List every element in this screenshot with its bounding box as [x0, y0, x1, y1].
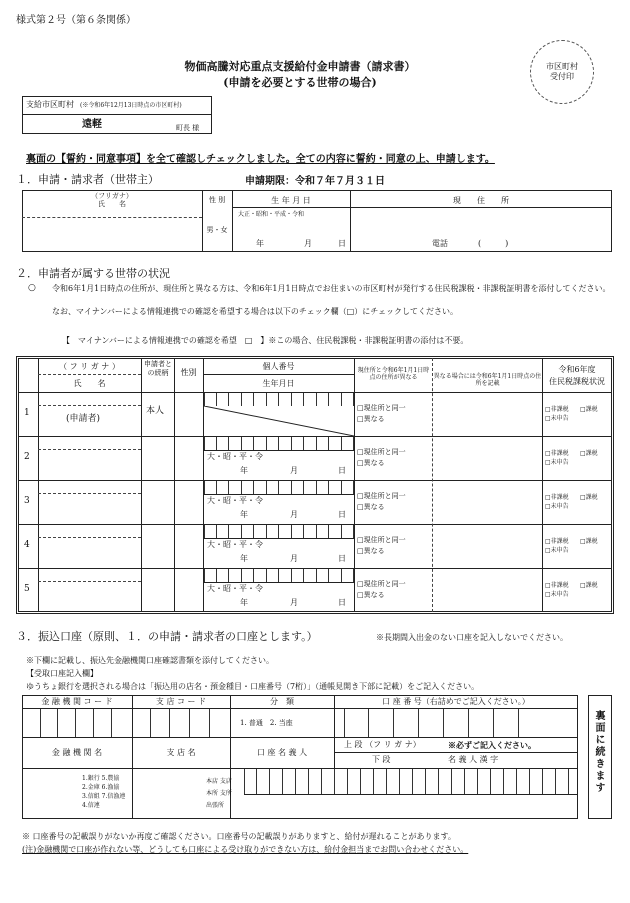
undeclared-checkbox[interactable]: □未申告: [545, 503, 569, 510]
same-address-checkbox[interactable]: □現住所と同一: [357, 404, 406, 412]
mynumber-cells[interactable]: [204, 437, 354, 450]
birth-day: 日: [338, 466, 346, 475]
footer-note2: (注)金融機関で口座が作れない等、どうしても口座による受け取りができない方は、給付金担当までお問い合わせください。: [22, 845, 469, 854]
reception-stamp: [530, 40, 594, 104]
same-address-checkbox[interactable]: □現住所と同一: [357, 492, 406, 500]
row-number: 4: [24, 540, 30, 550]
bank-name-label: 金 融 機 関 名: [51, 748, 103, 757]
phone-label: 電話: [432, 239, 448, 248]
category-label: 分 類: [270, 697, 294, 706]
nontax-checkbox[interactable]: □非課税: [545, 450, 569, 457]
row-number: 1: [24, 408, 30, 418]
birth-month: 月: [304, 239, 312, 248]
pledge-statement: 裏面の【誓約・同意事項】を全て確認しチェックしました。全ての内容に誓約・同意の上、申請します。: [26, 154, 495, 165]
row-number: 3: [24, 496, 30, 506]
nontax-checkbox[interactable]: □非課税: [545, 538, 569, 545]
branch-type-1[interactable]: 本店 支店: [206, 778, 232, 785]
different-address-checkbox[interactable]: □異なる: [357, 503, 385, 511]
same-address-checkbox[interactable]: □現住所と同一: [357, 448, 406, 456]
undeclared-checkbox[interactable]: □未申告: [545, 459, 569, 466]
birth-month: 月: [290, 510, 298, 519]
gender-options[interactable]: 男・女: [206, 226, 228, 234]
section2-note2: なお、マイナンバーによる情報連携での確認を希望する場合は以下のチェック欄（□）にチェックしてください。: [52, 307, 458, 316]
account-number-label: 口 座 番 号（右詰めでご記入ください。）: [382, 697, 530, 706]
bank-type-1[interactable]: 1.銀行 5.農協: [82, 775, 120, 782]
mynumber-cells[interactable]: [204, 481, 354, 494]
birth-day: 日: [338, 554, 346, 563]
account-holder-label: 口 座 名 義 人: [256, 748, 308, 757]
birth-year: 年: [240, 554, 248, 563]
birth-month: 月: [290, 554, 298, 563]
era-options[interactable]: 大正・昭和・平成・令和: [238, 211, 305, 218]
section3-note3: ゆうちょ銀行を選択される場合は「振込用の店名・預金種目・口座番号（7桁）」（通帳見開き下部に記載）をご記入ください。: [26, 682, 480, 691]
section3-note1: ※下欄に記載し、振込先金融機関口座確認書類を添付してください。: [26, 656, 274, 665]
different-address-checkbox[interactable]: □異なる: [357, 591, 385, 599]
upper-required-note: ※必ずご記入ください。: [448, 740, 536, 750]
mynumber-cells[interactable]: [204, 525, 354, 538]
col-tax-1: 令和6年度: [558, 365, 596, 374]
different-address-checkbox[interactable]: □異なる: [357, 459, 385, 467]
mynumber-cells[interactable]: [204, 393, 354, 406]
birth-month: 月: [290, 466, 298, 475]
deadline: 申請期限：令和７年７月３１日: [245, 176, 385, 187]
bank-code-input[interactable]: [40, 709, 112, 737]
birth-day: 日: [338, 239, 346, 248]
birth-day: 日: [338, 510, 346, 519]
account-number-input[interactable]: [344, 709, 519, 737]
bullet: ○: [28, 283, 36, 293]
undeclared-checkbox[interactable]: □未申告: [545, 591, 569, 598]
furigana-label: （フリガナ）: [91, 192, 133, 200]
col-addr-note: 異なる場合には令和6年1月1日時点の住所を記載: [433, 373, 542, 388]
different-address-checkbox[interactable]: □異なる: [357, 415, 385, 423]
holder-furigana-input[interactable]: [244, 769, 569, 794]
birth-year: 年: [240, 466, 248, 475]
stamp-line1: 市区町村: [546, 62, 578, 71]
lower-label: 下 段: [372, 755, 391, 764]
mynumber-checkbox[interactable]: 【 マイナンバーによる情報連携での確認を希望 □ 】※この場合、住民税課税・非課税証明書の添付は不要。: [62, 336, 469, 345]
different-address-checkbox[interactable]: □異なる: [357, 547, 385, 555]
same-address-checkbox[interactable]: □現住所と同一: [357, 536, 406, 544]
bank-code-label: 金 融 機 関 コ ー ド: [41, 697, 113, 706]
gender-label: 性 別: [208, 196, 226, 204]
form-subtitle: (申請を必要とする世帯の場合): [223, 76, 377, 89]
birth-month: 月: [290, 598, 298, 607]
col-name: 氏 名: [73, 379, 106, 388]
col-tax-2: 住民税課税状況: [549, 377, 605, 386]
section3-note2: 【受取口座記入欄】: [26, 669, 98, 678]
tax-checkbox[interactable]: □課税: [580, 494, 598, 501]
row-number: 5: [24, 584, 30, 594]
diagonal-slash: [204, 406, 354, 436]
section2-note1: 令和6年1月1日時点の住所が、現住所と異なる方は、令和6年1月1日時点でお住まいの市区町村が発行する住民税課税・非課税証明書を添付してください。: [52, 284, 611, 293]
branch-code-input[interactable]: [150, 709, 210, 737]
section1-heading: １．申請・請求者（世帯主）: [16, 173, 159, 186]
holder-kanji-label: 名 義 人 漢 字: [448, 755, 499, 764]
same-address-checkbox[interactable]: □現住所と同一: [357, 580, 406, 588]
undeclared-checkbox[interactable]: □未申告: [545, 547, 569, 554]
bank-type-3[interactable]: 3.信組 7.信漁連: [82, 793, 126, 800]
birth-year: 年: [256, 239, 264, 248]
nontax-checkbox[interactable]: □非課税: [545, 582, 569, 589]
col-mynumber: 個人番号: [262, 362, 295, 371]
birth-year: 年: [240, 598, 248, 607]
col-relation: 申請者との続柄: [144, 360, 172, 377]
name-label: 氏 名: [98, 200, 126, 208]
birth-day: 日: [338, 598, 346, 607]
era-options[interactable]: 大・昭・平・令: [207, 540, 263, 549]
nontax-checkbox[interactable]: □非課税: [545, 494, 569, 501]
municipality-suffix: 町長 様: [176, 124, 200, 132]
section3-heading-note: ※長期間入出金のない口座を記入しないでください。: [376, 633, 568, 642]
account-type-options[interactable]: 1. 普通 2. 当座: [240, 719, 293, 727]
municipality-label: 支給市区町村: [26, 100, 74, 109]
applicant-label: (申請者): [66, 414, 101, 424]
bank-type-4[interactable]: 4.信連: [82, 802, 100, 809]
tax-checkbox[interactable]: □課税: [580, 450, 598, 457]
undeclared-checkbox[interactable]: □未申告: [545, 415, 569, 422]
birth-year: 年: [240, 510, 248, 519]
relation-self: 本人: [146, 406, 165, 416]
continued-note: 裏面に続きます: [593, 710, 604, 794]
tax-checkbox[interactable]: □課税: [580, 538, 598, 545]
footer-note1: ※ 口座番号の記載誤りがないか再度ご確認ください。口座番号の記載誤りがありますと、給付が遅れることがあります。: [22, 832, 456, 841]
branch-type-2[interactable]: 本所 支所: [206, 790, 232, 797]
section3-heading: ３．振込口座（原則、１．の申請・請求者の口座とします。）: [16, 630, 318, 643]
branch-code-label: 支 店 コ ー ド: [155, 697, 207, 706]
era-options[interactable]: 大・昭・平・令: [207, 584, 263, 593]
phone-parens: ( ): [478, 239, 509, 248]
address-label: 現 住 所: [453, 196, 509, 205]
tax-checkbox[interactable]: □課税: [580, 406, 598, 413]
branch-name-label: 支 店 名: [166, 748, 196, 757]
mynumber-cells[interactable]: [204, 569, 354, 582]
municipality-note: (※令和6年12月13日時点の市区町村): [80, 102, 182, 109]
era-options[interactable]: 大・昭・平・令: [207, 496, 263, 505]
upper-furigana-label: 上 段 （フ リ ガ ナ）: [344, 740, 421, 749]
form-title: 物価高騰対応重点支援給付金申請書（請求書）: [184, 60, 416, 73]
nontax-checkbox[interactable]: □非課税: [545, 406, 569, 413]
branch-type-3[interactable]: 出張所: [206, 802, 225, 809]
tax-checkbox[interactable]: □課税: [580, 582, 598, 589]
section2-heading: ２．申請者が属する世帯の状況: [16, 267, 170, 280]
col-birth: 生年月日: [262, 379, 295, 388]
col-gender: 性別: [180, 368, 197, 377]
birth-label: 生 年 月 日: [271, 196, 311, 205]
col-addr-head: 現住所と令和6年1月1日時点の住所が異なる: [357, 367, 430, 382]
form-number: 様式第２号（第６条関係）: [16, 15, 136, 26]
row-number: 2: [24, 452, 30, 462]
bank-type-2[interactable]: 2.金庫 6.漁協: [82, 784, 120, 791]
municipality-name: 遠軽: [82, 119, 102, 130]
col-furigana: （ フ リ ガ ナ ）: [59, 362, 120, 371]
era-options[interactable]: 大・昭・平・令: [207, 452, 263, 461]
stamp-line2: 受付印: [550, 72, 574, 81]
